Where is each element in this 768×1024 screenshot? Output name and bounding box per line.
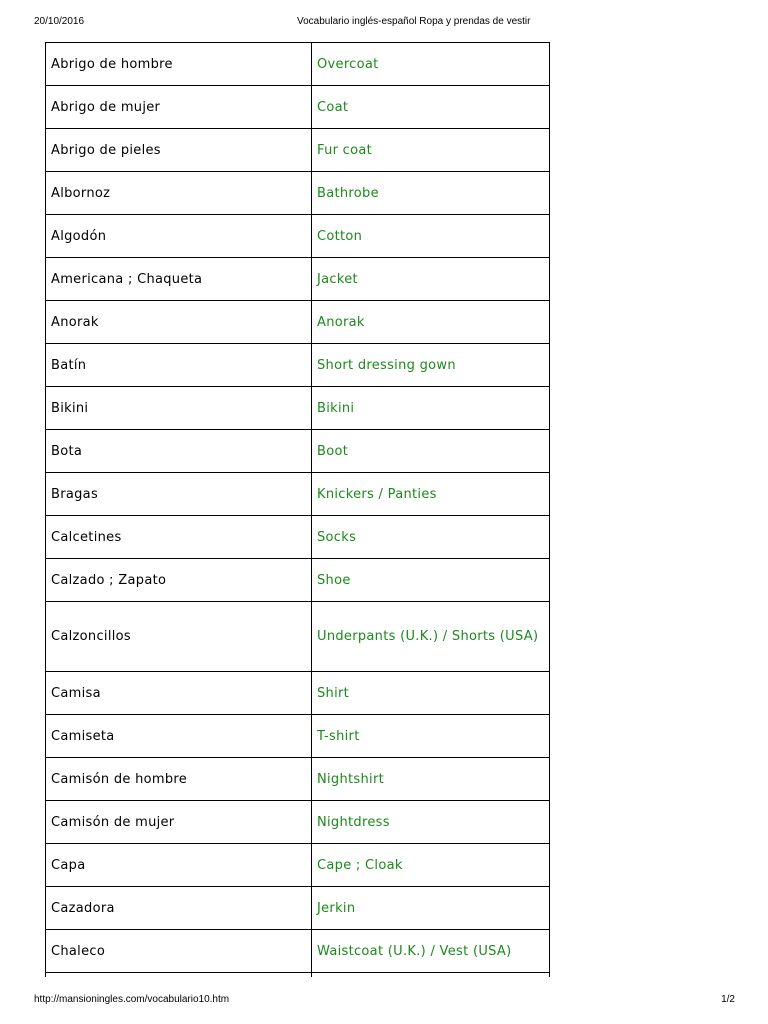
english-term: Bathrobe — [312, 172, 550, 215]
spanish-term: Bikini — [46, 387, 312, 430]
spanish-term: Algodón — [46, 215, 312, 258]
spanish-term: Chaleco — [46, 930, 312, 973]
table-row — [46, 430, 550, 473]
english-term: Jerkin — [312, 887, 550, 930]
table-row — [46, 86, 550, 129]
english-term: Underpants (U.K.) / Shorts (USA) — [312, 602, 550, 672]
english-term: Coat — [312, 86, 550, 129]
table-row — [46, 844, 550, 887]
english-term: Bikini — [312, 387, 550, 430]
spanish-term: Bota — [46, 430, 312, 473]
print-date: 20/10/2016 — [34, 16, 85, 27]
page-header — [34, 16, 734, 30]
spanish-term: Americana ; Chaqueta — [46, 258, 312, 301]
spanish-term: Anorak — [46, 301, 312, 344]
spanish-term: Camisón de mujer — [46, 801, 312, 844]
spanish-term: Camisa — [46, 672, 312, 715]
table-row — [46, 473, 550, 516]
table-row — [46, 215, 550, 258]
table-row — [46, 258, 550, 301]
english-term: Knickers / Panties — [312, 473, 550, 516]
table-row — [46, 930, 550, 973]
spanish-term: Cazadora — [46, 887, 312, 930]
english-term: Socks — [312, 516, 550, 559]
english-term: Anorak — [312, 301, 550, 344]
spanish-term: Abrigo de hombre — [46, 43, 312, 86]
english-term: Fur coat — [312, 129, 550, 172]
table-row — [46, 516, 550, 559]
table-row — [46, 43, 550, 86]
english-term: Cotton — [312, 215, 550, 258]
english-term: Cape ; Cloak — [312, 844, 550, 887]
spanish-term: Camiseta — [46, 715, 312, 758]
english-term: Boot — [312, 430, 550, 473]
cut-cell — [46, 973, 312, 978]
spanish-term: Calzado ; Zapato — [46, 559, 312, 602]
english-term: Overcoat — [312, 43, 550, 86]
english-term: Shirt — [312, 672, 550, 715]
table-row — [46, 301, 550, 344]
table-row-cut — [46, 973, 550, 978]
table-row — [46, 172, 550, 215]
english-term: Short dressing gown — [312, 344, 550, 387]
spanish-term: Albornoz — [46, 172, 312, 215]
table-row — [46, 672, 550, 715]
english-term: Nightdress — [312, 801, 550, 844]
table-row — [46, 715, 550, 758]
table-row — [46, 129, 550, 172]
table-row — [46, 887, 550, 930]
table-row — [46, 559, 550, 602]
english-term: Waistcoat (U.K.) / Vest (USA) — [312, 930, 550, 973]
spanish-term: Bragas — [46, 473, 312, 516]
spanish-term: Capa — [46, 844, 312, 887]
table-row — [46, 801, 550, 844]
english-term: Shoe — [312, 559, 550, 602]
page-footer — [34, 994, 735, 1008]
table-row — [46, 344, 550, 387]
spanish-term: Calzoncillos — [46, 602, 312, 672]
table-row — [46, 387, 550, 430]
table-row — [46, 602, 550, 672]
spanish-term: Abrigo de mujer — [46, 86, 312, 129]
english-term: Nightshirt — [312, 758, 550, 801]
spanish-term: Calcetines — [46, 516, 312, 559]
table-row — [46, 758, 550, 801]
english-term: Jacket — [312, 258, 550, 301]
source-url: http://mansioningles.com/vocabulario10.htm — [34, 994, 230, 1005]
spanish-term: Camisón de hombre — [46, 758, 312, 801]
page-title: Vocabulario inglés-español Ropa y prendas de vestir — [297, 16, 531, 27]
spanish-term: Batín — [46, 344, 312, 387]
spanish-term: Abrigo de pieles — [46, 129, 312, 172]
page-number: 1/2 — [721, 994, 735, 1005]
vocabulary-table — [45, 42, 550, 977]
cut-cell — [312, 973, 550, 978]
english-term: T-shirt — [312, 715, 550, 758]
